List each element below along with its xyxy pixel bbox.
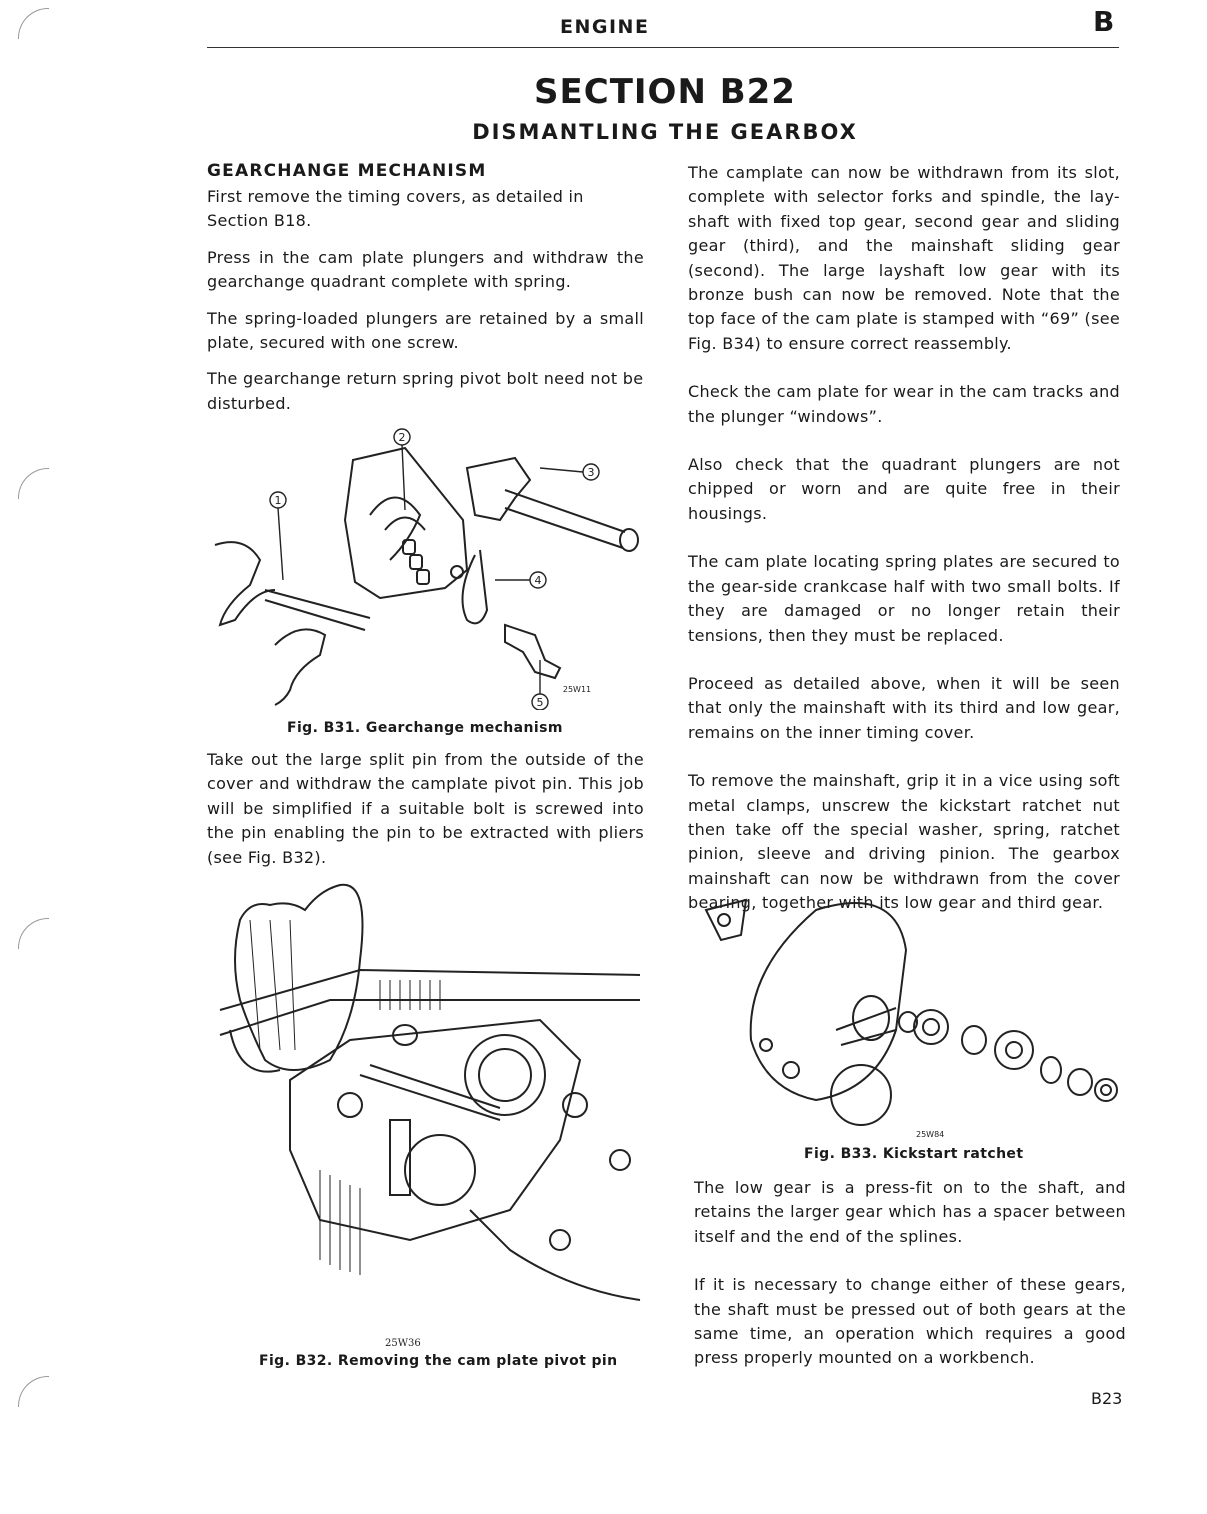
selector-fork-shape: [275, 629, 325, 705]
callout-number: 5: [536, 696, 544, 709]
left-text-block: [207, 185, 644, 416]
header-rule: [207, 47, 1119, 48]
figure-b33-kickstart-illustration: [696, 890, 1126, 1140]
scan-corner-mark: [18, 1376, 49, 1407]
section-subtitle: DISMANTLING THE GEARBOX: [472, 120, 858, 144]
scan-corner-mark: [18, 918, 49, 949]
figure-b31-caption: Fig. B31. Gearchange mechanism: [287, 720, 563, 736]
ratchet-gear: [914, 1010, 948, 1044]
figure-code: 25W11: [562, 685, 592, 694]
paragraph: Take out the large split pin from the outside of the cover and withdraw the camplate pivot pin. This job will be simplified if a suitable bolt is screwed into the pin enabling the pin to be extracted with pliers (see Fig. B32).: [207, 750, 644, 867]
paragraph: The low gear is a press-fit on to the shaft, and retains the larger gear which has a spacer between itself and the end of the splines.: [694, 1178, 1126, 1246]
paragraph: Also check that the quadrant plungers are not chipped or worn and are quite free in their housings.: [688, 455, 1120, 523]
paragraph: The gearchange return spring pivot bolt need not be disturbed.: [207, 369, 644, 413]
cam-plate-shape: [345, 448, 467, 598]
sleeve-shape: [962, 1026, 986, 1054]
scan-corner-mark: [18, 468, 49, 499]
running-header-title: ENGINE: [560, 16, 650, 38]
figure-code: 25W84: [916, 1130, 945, 1139]
callout-number: 4: [534, 574, 542, 587]
running-header-letter: B: [1093, 5, 1115, 38]
scan-corner-mark: [18, 8, 49, 39]
page-number: B23: [1091, 1389, 1123, 1408]
paragraph: First remove the timing covers, as detailed in Section B18.: [207, 187, 584, 231]
right-text-block: [688, 161, 1120, 916]
ratchet-nut: [1095, 1079, 1117, 1101]
section-title: SECTION B22: [534, 72, 796, 112]
figure-b31-gearchange-illustration: [205, 420, 655, 710]
callout-number: 3: [587, 466, 595, 479]
callout-number: 2: [398, 431, 406, 444]
paragraph: Check the cam plate for wear in the cam tracks and the plunger “windows”.: [688, 382, 1120, 426]
figure-b33-caption: Fig. B33. Kickstart ratchet: [804, 1146, 1024, 1162]
figure-b32-pivot-pin-illustration: [210, 880, 650, 1350]
quadrant-shape: [467, 458, 530, 520]
right-text-block-2: [694, 1176, 1126, 1371]
paragraph: If it is necessary to change either of these gears, the shaft must be pressed out of both gears at the same time, an operation which requires a good press properly mounted on a workbench.: [694, 1275, 1126, 1368]
paragraph: Proceed as detailed above, when it will be seen that only the mainshaft with its third and low gear, remains on the inner timing cover.: [688, 673, 1120, 742]
selector-fork-shape: [215, 542, 275, 625]
figure-code: 25W36: [385, 1338, 421, 1349]
paragraph: Press in the cam plate plungers and withdraw the gearchange quadrant complete with spring.: [207, 247, 644, 292]
paragraph: The camplate can now be withdrawn from its slot, complete with selector forks and spindle, the lay-shaft with fixed top gear, second gear and sliding gear (third), and the mainshaft sliding gear (second). The large layshaft low gear with its bronze bush can now be removed. Note that the top face of the cam plate is stamped with “69” (see Fig. B34) to ensure correct reassembly.: [688, 163, 1120, 353]
driving-pinion: [995, 1031, 1033, 1069]
paragraph: The spring-loaded plungers are retained by a small plate, secured with one screw.: [207, 308, 644, 353]
paragraph: The cam plate locating spring plates are secured to the gear-side crankcase half with two small bolts. If they are damaged or no longer retain their tensions, then they must be replaced.: [688, 552, 1120, 645]
left-text-block-2: [207, 748, 644, 870]
figure-b32-caption: Fig. B32. Removing the cam plate pivot pin: [259, 1353, 618, 1369]
paragraph: To remove the mainshaft, grip it in a vice using soft metal clamps, unscrew the kickstart ratchet nut then take off the special washer, spring, ratchet pinion, sleeve and driving pinion. The gearbox mainshaft can now be withdrawn from the cover bearing, together with its low gear and third gear.: [688, 771, 1120, 913]
subheading-gearchange: GEARCHANGE MECHANISM: [207, 161, 487, 181]
callout-number: 1: [274, 494, 282, 507]
spring-shape: [1041, 1057, 1061, 1083]
